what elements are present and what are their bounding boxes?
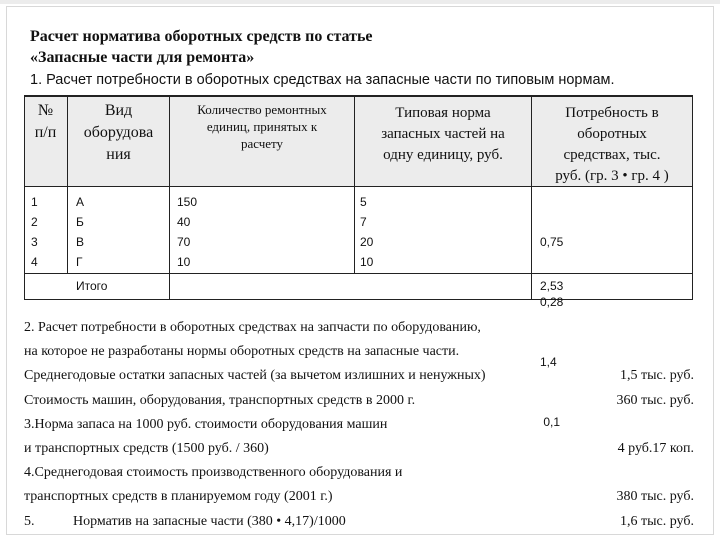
text-line	[24, 461, 694, 485]
total-value: 2,53	[540, 279, 564, 293]
line-value: 1,5 тыс. руб.	[620, 368, 694, 384]
table-cell: 4	[31, 255, 38, 269]
slide-title	[30, 26, 373, 68]
table-cell: В	[76, 235, 85, 249]
line-text: 4.Среднегодовая стоимость производственного оборудования и	[24, 465, 403, 481]
table-cell: Г	[76, 255, 83, 269]
table-cell: 70	[177, 235, 191, 249]
header-working-capital-need	[532, 103, 692, 187]
text-line	[24, 510, 694, 534]
line-value: 360 тыс. руб.	[616, 392, 694, 408]
header-text: руб. (гр. 3 • гр. 4 )	[555, 168, 669, 184]
header-text: Количество ремонтных	[197, 102, 327, 117]
line-text: на которое не разработаны нормы оборотных средств на запасные части.	[24, 344, 460, 360]
text-line	[24, 389, 694, 413]
column-number-values	[31, 192, 61, 272]
section-1-heading: 1. Расчет потребности в оборотных средствах на запасные части по типовым нормам.	[30, 72, 615, 88]
table-cell: 7	[360, 215, 367, 229]
table-cell: 40	[177, 215, 191, 229]
line-text: Стоимость машин, оборудования, транспортных средств в 2000 г.	[24, 392, 416, 408]
text-line	[24, 364, 694, 388]
header-text: Типовая норма	[395, 105, 491, 121]
table-cell: 5	[360, 195, 367, 209]
header-text: оборотных	[577, 126, 647, 142]
table-cell: 20	[360, 235, 374, 249]
header-text: ния	[106, 146, 131, 163]
header-number	[24, 100, 67, 144]
header-text: средствах, тыс.	[563, 147, 661, 163]
header-text: оборудова	[83, 124, 154, 141]
header-text: запасных частей на	[381, 126, 505, 142]
header-text: Вид	[104, 102, 133, 119]
table-cell: 10	[360, 255, 374, 269]
header-text: №	[37, 102, 54, 119]
table-cell: 1	[31, 195, 38, 209]
table-cell: 150	[177, 195, 198, 209]
column-type-values	[76, 192, 156, 272]
table-cell: 2	[31, 215, 38, 229]
header-text: расчету	[240, 136, 284, 151]
table-cell: А	[76, 195, 85, 209]
line-text: транспортных средств в планируемом году (2001 г.)	[24, 489, 333, 505]
header-equipment-type	[68, 100, 169, 166]
table-cell: 10	[177, 255, 191, 269]
header-text: одну единицу, руб.	[383, 147, 503, 163]
line-value: 4 руб.17 коп.	[617, 440, 694, 456]
total-label: Итого	[76, 279, 108, 293]
table-border-top	[24, 95, 693, 97]
header-text: Потребность в	[565, 105, 659, 121]
text-line	[24, 485, 694, 509]
table-cell: 3	[31, 235, 38, 249]
text-line	[24, 413, 694, 437]
column-norm-values	[360, 192, 440, 272]
table-border-right	[692, 95, 693, 300]
text-line	[24, 340, 694, 364]
header-text: единиц, принятых к	[206, 119, 318, 134]
table-cell: 0,75	[540, 235, 564, 249]
table-cell: 1,4	[540, 355, 557, 369]
line-text: 2. Расчет потребности в оборотных средствах на запчасти по оборудованию,	[24, 320, 481, 335]
line-value: 380 тыс. руб.	[616, 489, 694, 505]
header-text: п/п	[34, 124, 57, 141]
table-cell: 0,1	[540, 415, 561, 429]
calculation-text	[24, 316, 694, 534]
header-typical-norm	[355, 103, 531, 166]
title-line-2: «Запасные части для ремонта»	[30, 49, 255, 66]
top-decoration-bar	[0, 0, 720, 4]
title-line-1: Расчет норматива оборотных средств по статье	[30, 28, 373, 45]
line-value: 1,6 тыс. руб.	[620, 513, 694, 529]
line-text: 5. Норматив на запасные части (380 • 4,17)/1000	[24, 513, 346, 529]
text-line	[24, 437, 694, 461]
line-text: 3.Норма запаса на 1000 руб. стоимости оборудования машин	[24, 416, 388, 432]
header-repair-units	[170, 101, 354, 152]
line-text: Среднегодовые остатки запасных частей (за вычетом излишних и ненужных)	[24, 368, 486, 384]
table-cell: 0,28	[540, 295, 564, 309]
text-line	[24, 316, 694, 340]
table-cell: Б	[76, 215, 84, 229]
column-qty-values	[177, 192, 257, 272]
line-text: и транспортных средств (1500 руб. / 360)	[24, 440, 269, 456]
